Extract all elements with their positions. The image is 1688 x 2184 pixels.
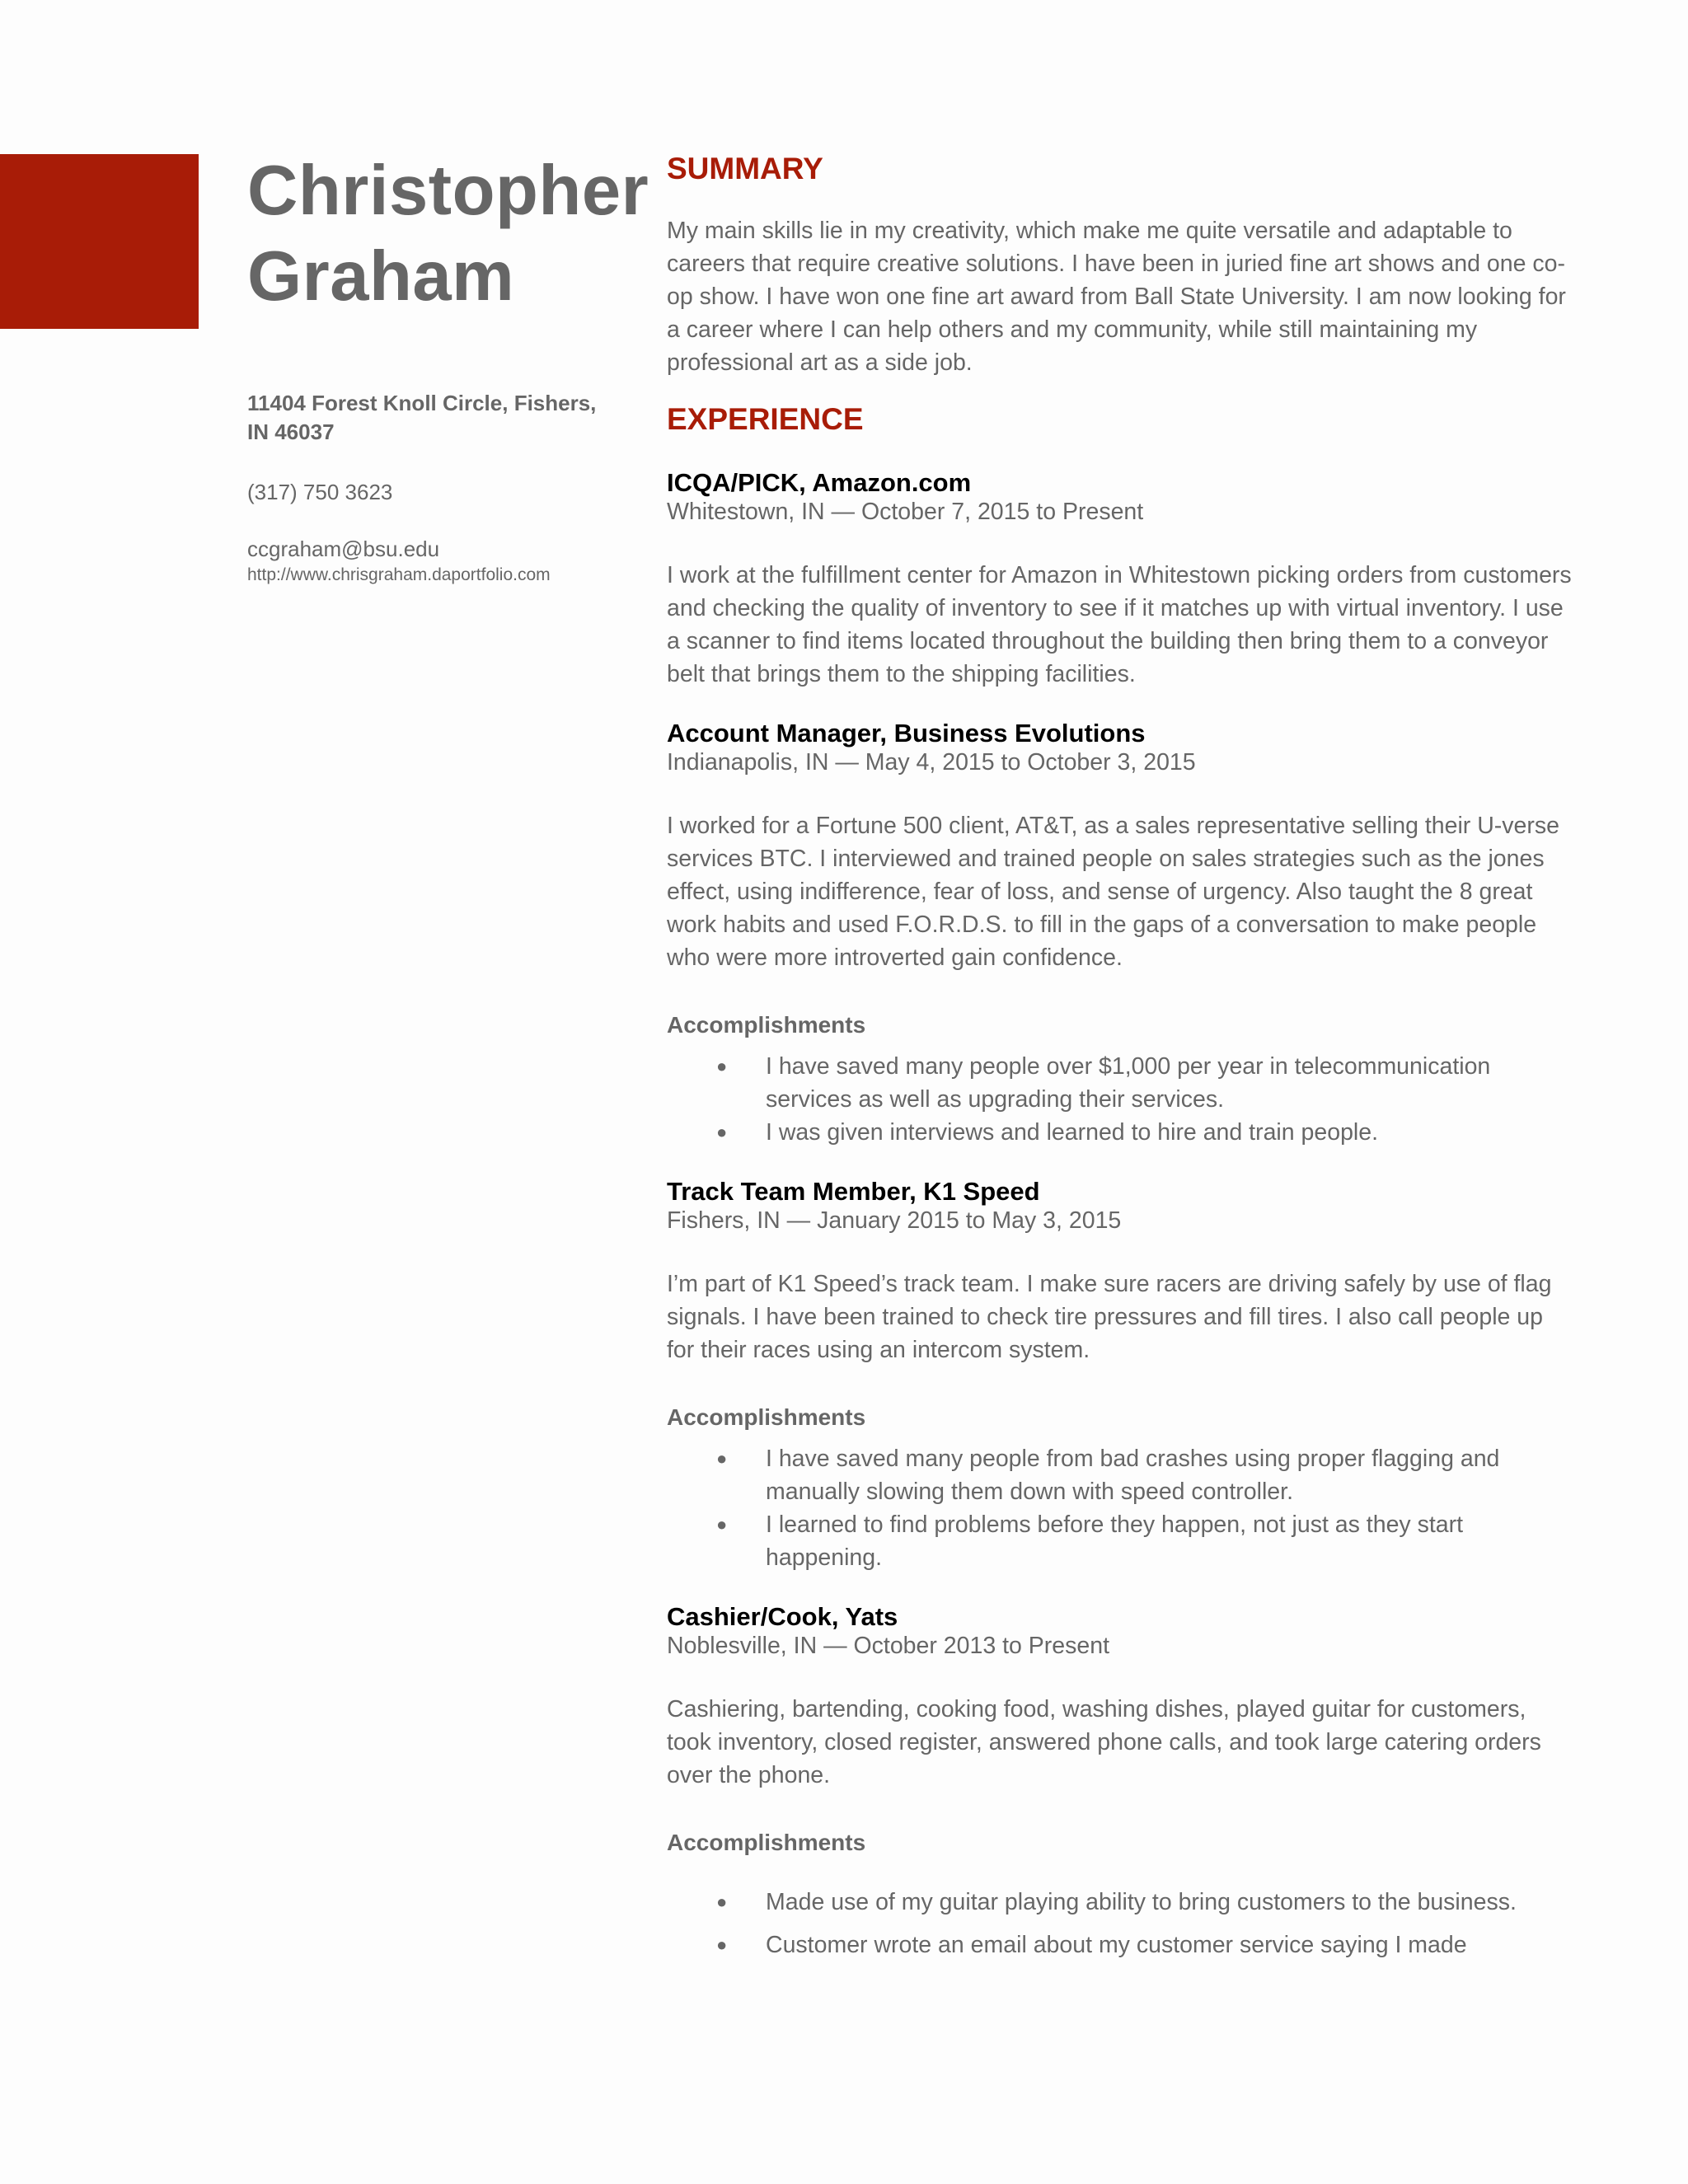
accomplishments-list	[667, 1050, 1573, 1149]
job-description: I’m part of K1 Speed’s track team. I make sure racers are driving safely by use of flag signals. I have been trained to check tire pressures and fill tires. I also call people up for their races using an intercom system.	[667, 1271, 1552, 1363]
email-link[interactable]: ccgraham@bsu.edu	[247, 537, 440, 561]
summary-text: My main skills lie in my creativity, which make me quite versatile and adaptable to careers that require creative solutions. I have been in juried fine art shows and one co-op show. I have won one fine art award from Ball State University. I am now looking for a career where I can help others and my community, while still maintaining my professional art as a side job.	[667, 218, 1566, 376]
job-location-dates: Whitestown, IN — October 7, 2015 to Present	[667, 499, 1144, 525]
summary-heading: SUMMARY	[667, 152, 823, 185]
job-location-dates: Indianapolis, IN — May 4, 2015 to October 3, 2015	[667, 749, 1196, 776]
phone-number: (317) 750 3623	[247, 480, 393, 504]
list-item-text: I learned to find problems before they happen, not just as they start happening.	[766, 1511, 1464, 1571]
job-entry	[667, 719, 1573, 1149]
list-item-text: Made use of my guitar playing ability to bring customers to the business.	[766, 1889, 1517, 1915]
job-entry	[667, 1177, 1573, 1574]
list-item	[667, 1886, 1573, 1919]
bullet-icon: ●	[716, 1122, 728, 1142]
job-description: Cashiering, bartending, cooking food, washing dishes, played guitar for customers, took inventory, closed register, answered phone calls, and took large catering orders over the phone.	[667, 1696, 1541, 1788]
accent-block	[0, 154, 199, 329]
job-description: I work at the fulfillment center for Amazon in Whitestown picking orders from customers and checking the quality of inventory to see if it matches up with virtual inventory. I use a scanner to find items located throughout the building then bring them to a conveyor belt that brings them to the shipping facilities.	[667, 562, 1572, 687]
accomplishments-heading: Accomplishments	[667, 1012, 866, 1038]
bullet-icon: ●	[716, 1448, 728, 1469]
bullet-icon: ●	[716, 1514, 728, 1535]
bullet-icon: ●	[716, 1056, 728, 1076]
list-item-text: I have saved many people from bad crashes using proper flagging and manually slowing them down with speed controller.	[766, 1446, 1500, 1505]
accomplishments-heading: Accomplishments	[667, 1404, 866, 1430]
job-location-dates: Noblesville, IN — October 2013 to Present	[667, 1633, 1110, 1659]
bullet-icon: ●	[716, 1891, 728, 1912]
main-column	[667, 148, 1573, 1961]
job-title: Account Manager, Business Evolutions	[667, 719, 1146, 748]
website-link[interactable]: http://www.chrisgraham.daportfolio.com	[247, 565, 551, 584]
list-item	[667, 1508, 1573, 1574]
job-title: Track Team Member, K1 Speed	[667, 1177, 1040, 1206]
list-item	[667, 1442, 1573, 1508]
last-name: Graham	[247, 237, 515, 316]
job-title: ICQA/PICK, Amazon.com	[667, 468, 972, 497]
list-item	[667, 1050, 1573, 1116]
list-item	[667, 1116, 1573, 1149]
list-item-text: I have saved many people over $1,000 per year in telecommunication services as well as upgrading their services.	[766, 1053, 1491, 1113]
experience-heading: EXPERIENCE	[667, 402, 864, 436]
contact-column	[247, 148, 649, 587]
address-line-2: IN 46037	[247, 419, 335, 444]
accomplishments-list	[667, 1886, 1573, 1961]
list-item-text: I was given interviews and learned to hire and train people.	[766, 1119, 1379, 1146]
accomplishments-heading: Accomplishments	[667, 1830, 866, 1855]
address-line-1: 11404 Forest Knoll Circle, Fishers,	[247, 391, 597, 415]
bullet-icon: ●	[716, 1934, 728, 1955]
job-location-dates: Fishers, IN — January 2015 to May 3, 2015	[667, 1207, 1122, 1234]
address	[247, 389, 635, 447]
job-description: I worked for a Fortune 500 client, AT&T, as a sales representative selling their U-verse services BTC. I interviewed and trained people on sales strategies such as the jones effect, using indifference, fear of loss, and sense of urgency. Also taught the 8 great work habits and used F.O.R.D.S. to fill in the gaps of a conversation to make people who were more introverted gain confidence.	[667, 813, 1559, 971]
first-name: Christopher	[247, 152, 649, 230]
accomplishments-list	[667, 1442, 1573, 1574]
list-item-text: Customer wrote an email about my customer service saying I made	[766, 1932, 1467, 1958]
job-entry	[667, 1602, 1573, 1961]
job-entry	[667, 468, 1573, 691]
job-title: Cashier/Cook, Yats	[667, 1602, 898, 1631]
list-item	[667, 1929, 1573, 1961]
